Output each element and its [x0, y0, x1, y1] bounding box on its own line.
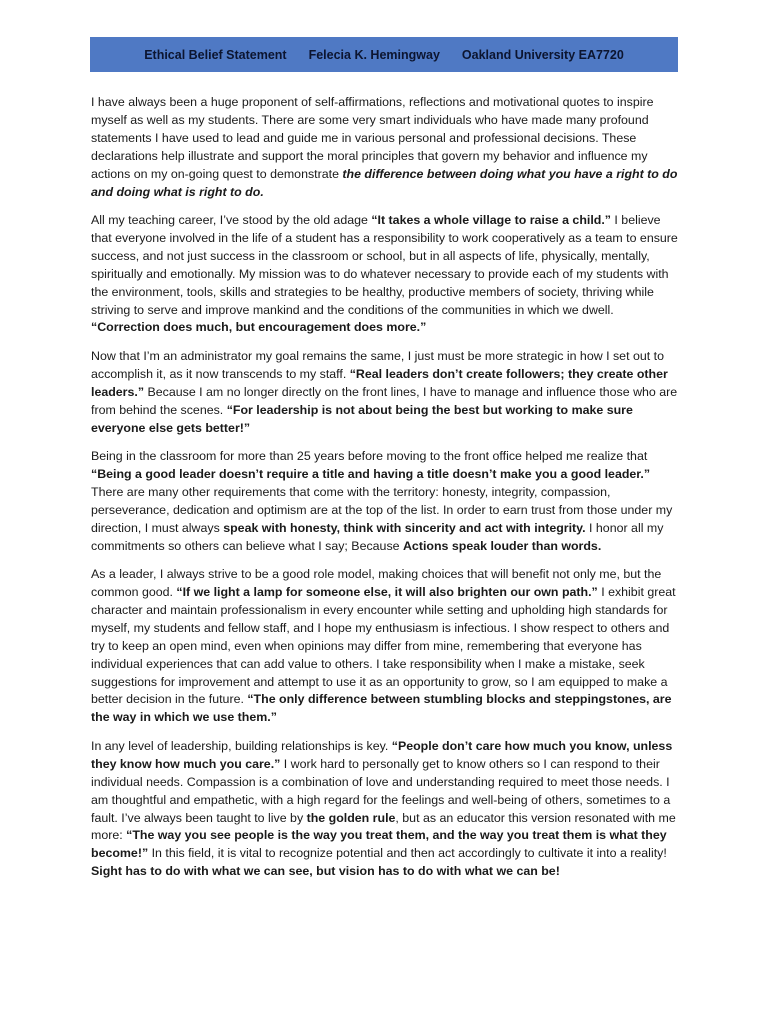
quote-run: “It takes a whole village to raise a child.”: [371, 213, 611, 228]
text-run: Because I am no longer directly on the front lines, I have to manage and influence those who are from behind the scenes.: [91, 384, 678, 417]
text-run: I honor all my commitments so others can believe what I say; Because: [91, 520, 664, 553]
emphasis-run: Actions speak louder than words.: [402, 538, 602, 553]
text-run: I exhibit great character and maintain professionalism in every encounter while setting and upholding high standards for myself, my students and fellow staff, and I hope my enthusiasm is infectious. I show respect to others and try to keep an open mind, even when opinions may differ from mine, remembering that everyone has individual experiences that can add value to others. I take responsibility when I make a mistake, seek suggestions for improvement and attempt to use it as an opportunity to grow, so I am equipped to make a better decision in the future.: [91, 585, 676, 707]
quote-run: “The way you see people is the way you treat them, and the way you treat them is what they become!”: [91, 828, 667, 861]
text-run: Being in the classroom for more than 25 years before moving to the front office helped me realize that: [91, 449, 648, 464]
author-name: Felecia K. Hemingway: [308, 47, 440, 62]
course-institution: Oakland University EA7720: [461, 47, 624, 62]
text-run: I work hard to personally get to know others so I can respond to their individual needs. Compassion is a combination of love and understanding required to meet those needs. I am thoughtful and empathetic, with a high regard for the feelings and well-being of others, sometimes to a fault. I’ve always been taught to live by: [91, 756, 671, 825]
quote-run: “Correction does much, but encouragement does more.”: [91, 320, 427, 335]
paragraph-6: [91, 738, 681, 881]
quote-run: “The only difference between stumbling blocks and steppingstones, are the way in which we use them.”: [91, 692, 672, 725]
text-run: I have always been a huge proponent of self-affirmations, reflections and motivational quotes to inspire myself as well as my students. There are some very smart individuals who have made many profound statements I have used to lead and guide me in various personal and professional decisions. These declarations help illustrate and support the moral principles that govern my behavior and influence my actions on my on-going quest to demonstrate: [91, 95, 654, 181]
text-run: Now that I’m an administrator my goal remains the same, I just must be more strategic in how I set out to accomplish it, as it now transcends to my staff.: [91, 348, 664, 381]
paragraph-2: [91, 212, 681, 337]
document-header-band: [90, 37, 678, 72]
quote-run: “For leadership is not about being the best but working to make sure everyone else gets better!”: [91, 402, 633, 435]
quote-run: “Being a good leader doesn’t require a title and having a title doesn’t make you a good leader.”: [91, 467, 651, 481]
text-run: I believe that everyone involved in the life of a student has a responsibility to work cooperatively as a team to ensure success, and not just success in the classroom or school, but in all aspects of life, physically, mentally, spiritually and emotionally. My mission was to do whatever necessary to provide each of my students with the environment, tools, skills and strategies to be healthy, productive members of society, thriving while striving to serve and improve mankind and the conditions of the communities in which we dwell.: [91, 213, 678, 317]
text-run: , but as an educator this version resonated with me more:: [91, 810, 676, 843]
paragraph-1: [91, 94, 681, 201]
paragraph-5: [91, 566, 681, 727]
text-run: In any level of leadership, building relationships is key.: [91, 738, 392, 753]
document-body: [91, 94, 681, 892]
emphasis-run: the difference between doing what you have a right to do and doing what is right to do.: [91, 166, 678, 199]
text-run: There are many other requirements that come with the territory: honesty, integrity, compassion, perseverance, dedication and optimism are at the top of the list. In order to earn trust from those under my direction, I must always: [91, 484, 673, 535]
quote-run: “If we light a lamp for someone else, it will also brighten our own path.”: [176, 585, 598, 600]
text-run: In this field, it is vital to recognize potential and then act accordingly to cultivate it into a reality!: [148, 846, 667, 861]
emphasis-run: the golden rule: [306, 810, 396, 825]
emphasis-run: Sight has to do with what we can see, but vision has to do with what we can be!: [91, 864, 560, 879]
paragraph-3: [91, 348, 681, 438]
quote-run: “Real leaders don’t create followers; they create other leaders.”: [91, 366, 668, 399]
text-run: All my teaching career, I’ve stood by the old adage: [91, 213, 372, 228]
quote-run: “People don’t care how much you know, unless they know how much you care.”: [91, 738, 673, 771]
text-run: As a leader, I always strive to be a good role model, making choices that will benefit not only me, but the common good.: [91, 567, 662, 600]
paragraph-4: [91, 448, 681, 555]
document-title: Ethical Belief Statement: [144, 47, 287, 62]
emphasis-run: speak with honesty, think with sincerity and act with integrity.: [223, 520, 586, 535]
